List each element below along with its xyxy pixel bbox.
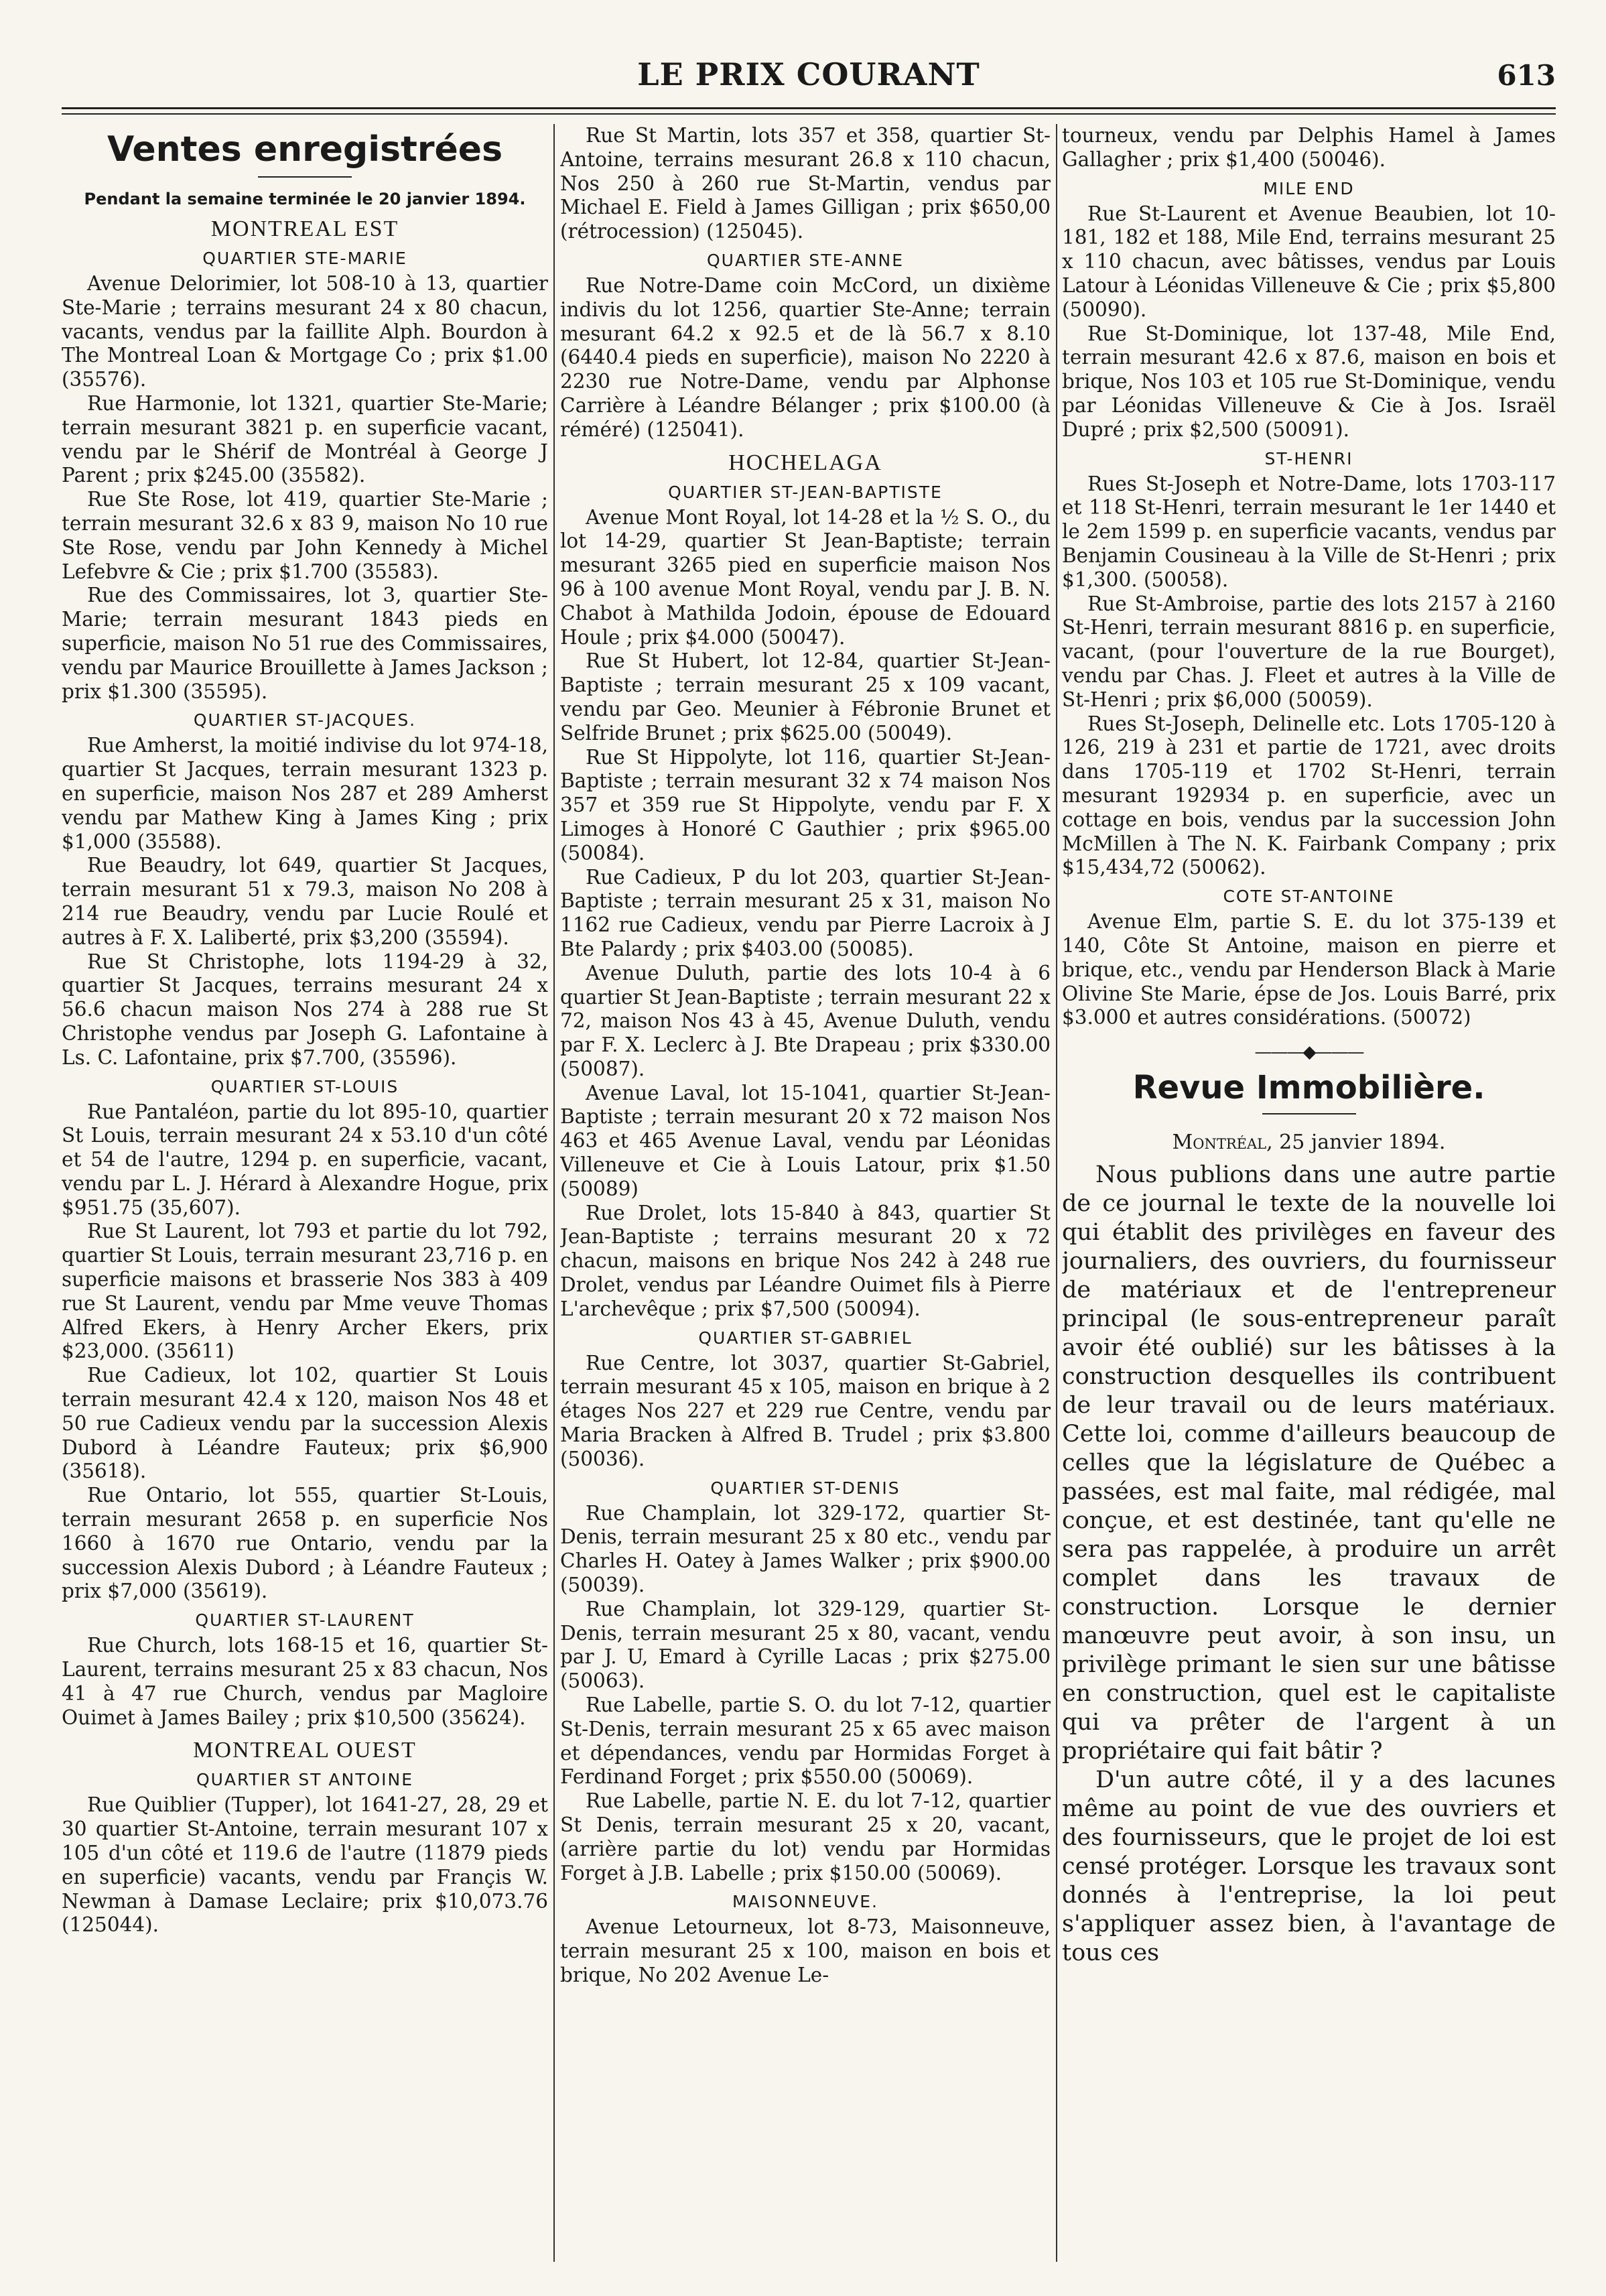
sale-entry: Avenue Duluth, partie des lots 10-4 à 6 quartier St Jean-Baptiste ; terrain mesurant 22 x 72, maison Nos 43 à 45, Avenue Duluth, vendu par F. X. Leclerc à J. Bte Drapeau ; prix $330.00 (50087). [560, 961, 1051, 1080]
district-heading: QUARTIER ST-DENIS [710, 1478, 900, 1498]
sale-entry: Avenue Mont Royal, lot 14-28 et la ½ S. O., du lot 14-29, quartier St Jean-Baptiste; terrain mesurant 3265 pied en superficie maison Nos 96 à 100 avenue Mont Royal, vendu par J. B. N. Chabot à Mathilda Jodoin, épouse de Edouard Houle ; prix $4.000 (50047). [560, 505, 1051, 649]
column-divider [553, 124, 555, 2262]
district-heading: MILE END [1263, 178, 1355, 198]
district-heading: ST-HENRI [1264, 448, 1353, 468]
sale-entry: Rue Labelle, partie S. O. du lot 7-12, quartier St-Denis, terrain mesurant 25 x 65 avec maison et dépendances, vendu par Hormidas Forget à Ferdinand Forget ; prix $550.00 (50069). [560, 1694, 1051, 1789]
title-rule [1262, 1113, 1356, 1114]
page-number: 613 [1497, 59, 1556, 92]
sale-entry: Rue St Christophe, lots 1194-29 à 32, quartier St Jacques, terrains mesurant 24 x 56.6 chacun maison Nos 274 à 288 rue St Christophe vendus par Joseph G. Lafontaine à Ls. C. Lafontaine, prix $7.700, (35596). [62, 950, 548, 1069]
sale-entry: Rue Pantaléon, partie du lot 895-10, quartier St Louis, terrain mesurant 24 x 53.10 d'un côté et 54 de l'autre, 1294 p. en superficie, vacant, vendu par L. J. Hérard à Alexandre Hogue, prix $951.75 (35,607). [62, 1100, 548, 1219]
section-title: Ventes enregistrées [107, 129, 503, 170]
sale-entry: Rue Champlain, lot 329-129, quartier St-Denis, terrain mesurant 25 x 80, vacant, vendu par J. U, Emard à Cyrille Lacas ; prix $275.00 (50063). [560, 1597, 1051, 1693]
district-heading: QUARTIER ST-JACQUES. [193, 710, 417, 730]
sale-entry: Rue Notre-Dame coin McCord, un dixième indivis du lot 1256, quartier Ste-Anne; terrain mesurant 64.2 x 92.5 et de là 56.7 x 8.10 (6440.4 pieds en superficie), maison No 2220 à 2230 rue Notre-Dame, vendu par Alphonse Carrière à Léandre Bélanger ; prix $100.00 (à réméré) (125041). [560, 273, 1051, 441]
sale-entry: Rue St-Ambroise, partie des lots 2157 à 2160 St-Henri, terrain mesurant 8816 p. en superficie, vacant, (pour l'ouverture de la rue Bourget), vendu par Chas. J. Fleet et autres à la Ville de St-Henri ; prix $6,000 (50059). [1062, 592, 1556, 711]
district-heading: QUARTIER ST-LOUIS [210, 1076, 399, 1096]
district-heading: QUARTIER ST ANTOINE [196, 1770, 414, 1790]
dateline-city: Montréal [1172, 1131, 1267, 1155]
dateline [1062, 1131, 1556, 1154]
sale-entry: Rues St-Joseph, Delinelle etc. Lots 1705-120 à 126, 219 à 231 et partie de 1721, avec droits dans 1705-119 et 1702 St-Henri, terrain mesurant 192934 p. en superficie, avec un cottage en bois, vendus par la succession John McMillen à The N. K. Fairbank Company ; prix $15,434,72 (50062). [1062, 712, 1556, 879]
region-heading: MONTREAL EST [210, 216, 399, 241]
sale-entry: Rue Champlain, lot 329-172, quartier St-Denis, terrain mesurant 25 x 80 etc., vendu par Charles H. Oatey à James Walker ; prix $900.00 (50039). [560, 1501, 1051, 1597]
sale-entry: Rue St-Laurent et Avenue Beaubien, lot 10-181, 182 et 188, Mile End, terrains mesurant 25 x 110 chacun, avec bâtisses, vendus par Louis Latour à Léonidas Villeneuve & Cie ; prix $5,800 (50090). [1062, 202, 1556, 321]
sale-entry: Avenue Letourneux, lot 8-73, Maisonneuve, terrain mesurant 25 x 100, maison en bois et brique, No 202 Avenue Le- [560, 1915, 1051, 1986]
district-heading: QUARTIER STE-MARIE [202, 249, 407, 268]
sale-entry: Rues St-Joseph et Notre-Dame, lots 1703-117 et 118 St-Henri, terrain mesurant le 1er 1440 et le 2em 1599 p. en superficie vacants, vendus par Benjamin Cousineau à la Ville de St-Henri ; prix $1,300. (50058). [1062, 472, 1556, 591]
title-rule [258, 176, 352, 178]
section-title: Revue Immobilière. [1132, 1069, 1485, 1107]
district-heading: COTE ST-ANTOINE [1223, 887, 1395, 907]
sale-entry: Rue St Martin, lots 357 et 358, quartier St-Antoine, terrains mesurant 26.8 x 110 chacun, Nos 250 à 260 rue St-Martin, vendus par Michael E. Field à James Gilligan ; prix $650,00 (rétrocession) (125045). [560, 124, 1051, 243]
sale-entry: Rue Harmonie, lot 1321, quartier Ste-Marie; terrain mesurant 3821 p. en superficie vacant, vendu par le Shérif de Montréal à George J Parent ; prix $245.00 (35582). [62, 391, 548, 487]
sale-entry: Rue Labelle, partie N. E. du lot 7-12, quartier St Denis, terrain mesurant 25 x 20, vacant, (arrière partie du lot) vendu par Hormidas Forget à J.B. Labelle ; prix $150.00 (50069). [560, 1789, 1051, 1885]
sale-entry: Rue Amherst, la moitié indivise du lot 974-18, quartier St Jacques, terrain mesurant 1323 p. en superficie, maison Nos 287 et 289 Amherst vendu par Mathew King à James King ; prix $1,000 (35588). [62, 734, 548, 853]
sale-entry: tourneux, vendu par Delphis Hamel à James Gallagher ; prix $1,400 (50046). [1062, 124, 1556, 171]
column-divider [1056, 124, 1057, 2262]
region-heading: HOCHELAGA [728, 450, 882, 475]
column-2 [560, 124, 1051, 2262]
header-rule [62, 107, 1556, 115]
sale-entry: Rue Ontario, lot 555, quartier St-Louis, terrain mesurant 2658 p. en superficie Nos 1660 à 1670 rue Ontario, vendu par la succession Alexis Dubord ; à Léandre Fauteux ; prix $7,000 (35619). [62, 1484, 548, 1603]
ornament-divider: ———◆——— [1254, 1042, 1363, 1063]
sale-entry: Rue Ste Rose, lot 419, quartier Ste-Marie ; terrain mesurant 32.6 x 83 9, maison No 10 rue Ste Rose, vendu par John Kennedy à Michel Lefebvre & Cie ; prix $1.700 (35583). [62, 488, 548, 583]
sale-entry: Rue Church, lots 168-15 et 16, quartier St-Laurent, terrains mesurant 25 x 83 chacun, Nos 41 à 47 rue Church, vendus par Magloire Ouimet à James Bailey ; prix $10,500 (35624). [62, 1634, 548, 1729]
sale-entry: Rue des Commissaires, lot 3, quartier Ste-Marie; terrain mesurant 1843 pieds en superficie, maison No 51 rue des Commissaires, vendu par Maurice Brouillette à James Jackson ; prix $1.300 (35595). [62, 584, 548, 703]
region-heading: MONTREAL OUEST [193, 1738, 417, 1763]
article-paragraph: Nous publions dans une autre partie de ce journal le texte de la nouvelle loi qui établit des privilèges en faveur des journaliers, des ouvriers, du fournisseur de matériaux et de l'entrepreneur principal (le sous-entrepreneur paraît avoir été oublié) sur les bâtisses à la construction desquelles ils contribuent de leur travail ou de leurs matériaux. Cette loi, comme d'ailleurs beaucoup de celles que la législature de Québec a passées, est mal faite, mal rédigée, mal conçue, et est destinée, tant qu'elle ne sera pas rappelée, à produire un arrêt complet dans les travaux de construction. Lorsque le dernier manœuvre peut avoir, à son insu, un privilège primant le sien sur une bâtisse en construction, quel est le capitaliste qui va prêter de l'argent à un propriétaire qui fait bâtir ? [1062, 1161, 1556, 1765]
page-header [62, 52, 1556, 105]
sale-entry: Rue Quiblier (Tupper), lot 1641-27, 28, 29 et 30 quartier St-Antoine, terrain mesurant 107 x 105 d'un côté et 119.6 de l'autre (11879 pieds en superficie) vacants, vendu par Françis W. Newman à Damase Leclaire; prix $10,073.76 (125044). [62, 1793, 548, 1937]
sale-entry: Avenue Laval, lot 15-1041, quartier St-Jean-Baptiste ; terrain mesurant 20 x 72 maison Nos 463 et 465 Avenue Laval, vendu par Léonidas Villeneuve et Cie à Louis Latour, prix $1.50 (50089) [560, 1081, 1051, 1200]
sale-entry: Rue Cadieux, P du lot 203, quartier St-Jean-Baptiste ; terrain mesurant 25 x 31, maison No 1162 rue Cadieux, vendu par Pierre Lacroix à J Bte Palardy ; prix $403.00 (50085). [560, 865, 1051, 960]
sale-entry: Avenue Elm, partie S. E. du lot 375-139 et 140, Côte St Antoine, maison en pierre et brique, etc., vendu par Henderson Black à Marie Olivine Ste Marie, épse de Jos. Louis Barré, prix $3.000 et autres considérations. (50072) [1062, 910, 1556, 1029]
sale-entry: Rue St-Dominique, lot 137-48, Mile End, terrain mesurant 42.6 x 87.6, maison en bois et brique, Nos 103 et 105 rue St-Dominique, vendu par Léonidas Villeneuve & Cie à Jos. Israël Dupré ; prix $2,500 (50091). [1062, 322, 1556, 441]
sale-entry: Avenue Delorimier, lot 508-10 à 13, quartier Ste-Marie ; terrains mesurant 24 x 80 chacun, vacants, vendus par la faillite Alph. Bourdon à The Montreal Loan & Mortgage Co ; prix $1.00 (35576). [62, 272, 548, 391]
sale-entry: Rue St Laurent, lot 793 et partie du lot 792, quartier St Louis, terrain mesurant 23,716 p. en superficie maisons et brasserie Nos 383 à 409 rue St Laurent, vendu par Mme veuve Thomas Alfred Ekers, à Henry Archer Ekers, prix $23,000. (35611) [62, 1220, 548, 1363]
column-1 [62, 124, 548, 2262]
running-title: LE PRIX COURANT [637, 56, 980, 92]
district-heading: QUARTIER ST-LAURENT [195, 1610, 415, 1631]
district-heading: QUARTIER ST-GABRIEL [698, 1328, 913, 1348]
sale-entry: Rue Centre, lot 3037, quartier St-Gabriel, terrain mesurant 45 x 105, maison en brique à 2 étages Nos 227 et 229 rue Centre, vendu par Maria Bracken à Alfred B. Trudel ; prix $3.800 (50036). [560, 1351, 1051, 1470]
dateline-date: , 25 janvier 1894. [1266, 1131, 1446, 1155]
sale-entry: Rue Drolet, lots 15-840 à 843, quartier St Jean-Baptiste ; terrains mesurant 20 x 72 chacun, maisons en brique Nos 242 à 248 rue Drolet, vendus par Léandre Ouimet fils à Pierre L'archevêque ; prix $7,500 (50094). [560, 1201, 1051, 1320]
district-heading: QUARTIER ST-JEAN-BAPTISTE [668, 482, 943, 502]
district-heading: MAISONNEUVE. [732, 1892, 878, 1912]
section-subtitle: Pendant la semaine terminée le 20 janvier 1894. [84, 190, 526, 208]
column-3 [1062, 124, 1556, 2262]
sale-entry: Rue Cadieux, lot 102, quartier St Louis terrain mesurant 42.4 x 120, maison Nos 48 et 50 rue Cadieux vendu par la succession Alexis Dubord à Léandre Fauteux; prix $6,900 (35618). [62, 1364, 548, 1483]
sale-entry: Rue Beaudry, lot 649, quartier St Jacques, terrain mesurant 51 x 79.3, maison No 208 à 214 rue Beaudry, vendu par Lucie Roulé et autres à F. X. Laliberté, prix $3,200 (35594). [62, 854, 548, 949]
sale-entry: Rue St Hubert, lot 12-84, quartier St-Jean-Baptiste ; terrain mesurant 25 x 109 vacant, vendu par Geo. Meunier à Fébronie Brunet et Selfride Brunet ; prix $625.00 (50049). [560, 649, 1051, 745]
article-paragraph: D'un autre côté, il y a des lacunes même au point de vue des ouvriers et des fournisseurs, que le projet de loi est censé protéger. Lorsque les travaux sont donnés à l'entreprise, la loi peut s'appliquer assez bien, à l'avantage de tous ces [1062, 1767, 1556, 1967]
district-heading: QUARTIER STE-ANNE [706, 250, 905, 270]
sale-entry: Rue St Hippolyte, lot 116, quartier St-Jean-Baptiste ; terrain mesurant 32 x 74 maison Nos 357 et 359 rue St Hippolyte, vendu par F. X Limoges à Honoré C Gauthier ; prix $965.00 (50084). [560, 745, 1051, 865]
